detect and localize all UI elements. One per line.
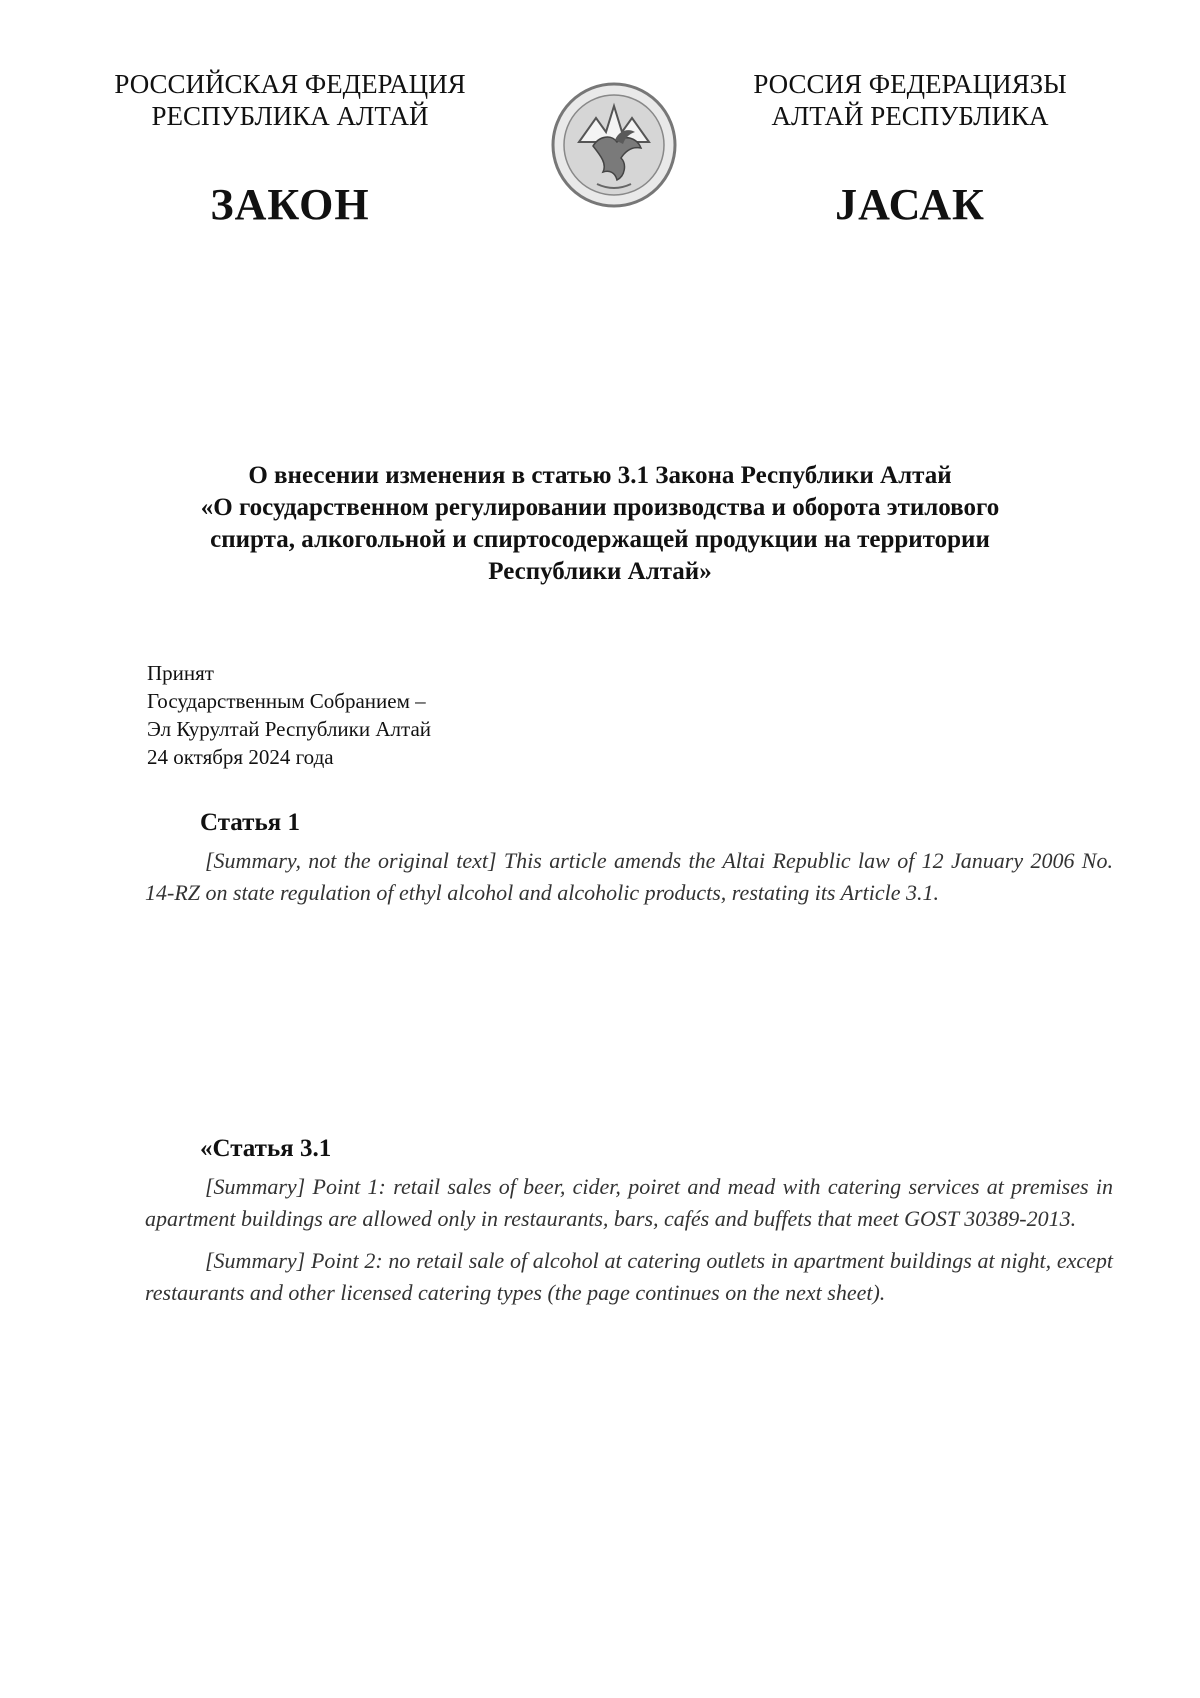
header-left-republic: РЕСПУБЛИКА АЛТАЙ: [151, 101, 429, 131]
article-heading: «Статья 3.1: [200, 1135, 332, 1162]
article-heading: Статья 1: [200, 809, 300, 836]
law-title-line: спирта, алкогольной и спиртосодержащей продукции на территории: [210, 526, 990, 553]
article-point-summary: [Summary] Point 1: retail sales of beer, cider, poiret and mead with catering services at premises in apartment buildings are allowed only in restaurants, bars, cafés and buffets that meet GOST 30389-2013.: [145, 1174, 1113, 1231]
header-right-country: РОССИЯ ФЕДЕРАЦИЯЗЫ: [753, 69, 1067, 99]
law-title-line: О внесении изменения в статью 3.1 Закона Республики Алтай: [248, 462, 952, 489]
adoption-block: [147, 659, 647, 771]
article-3-1: [145, 1133, 1113, 1319]
article-point-summary: [Summary] Point 2: no retail sale of alcohol at catering outlets in apartment buildings at night, except restaurants and other licensed catering types (the page continues on the next sheet).: [145, 1248, 1113, 1305]
coat-of-arms-icon: [549, 80, 679, 210]
law-title: [140, 460, 1060, 588]
law-title-line: «О государственном регулировании производства и оборота этилового: [200, 494, 1000, 521]
header-left-country: РОССИЙСКАЯ ФЕДЕРАЦИЯ: [114, 69, 466, 99]
header-left: [80, 68, 500, 230]
header-left-doc-type: ЗАКОН: [210, 180, 370, 229]
header-right: [700, 68, 1120, 230]
adoption-body: Государственным Собранием –: [147, 689, 426, 713]
header-right-doc-type: ЈАСАК: [835, 180, 985, 229]
adoption-date: 24 октября 2024 года: [147, 745, 334, 769]
adoption-label: Принят: [147, 661, 214, 685]
law-title-line: Республики Алтай»: [488, 558, 712, 585]
header-right-republic: АЛТАЙ РЕСПУБЛИКА: [771, 101, 1049, 131]
article-1: [145, 807, 1113, 919]
article-summary: [Summary, not the original text] This article amends the Altai Republic law of 12 January 2006 No. 14-RZ on state regulation of ethyl alcohol and alcoholic products, restating its Article 3.1.: [145, 848, 1113, 905]
adoption-body-name: Эл Курултай Республики Алтай: [147, 717, 432, 741]
